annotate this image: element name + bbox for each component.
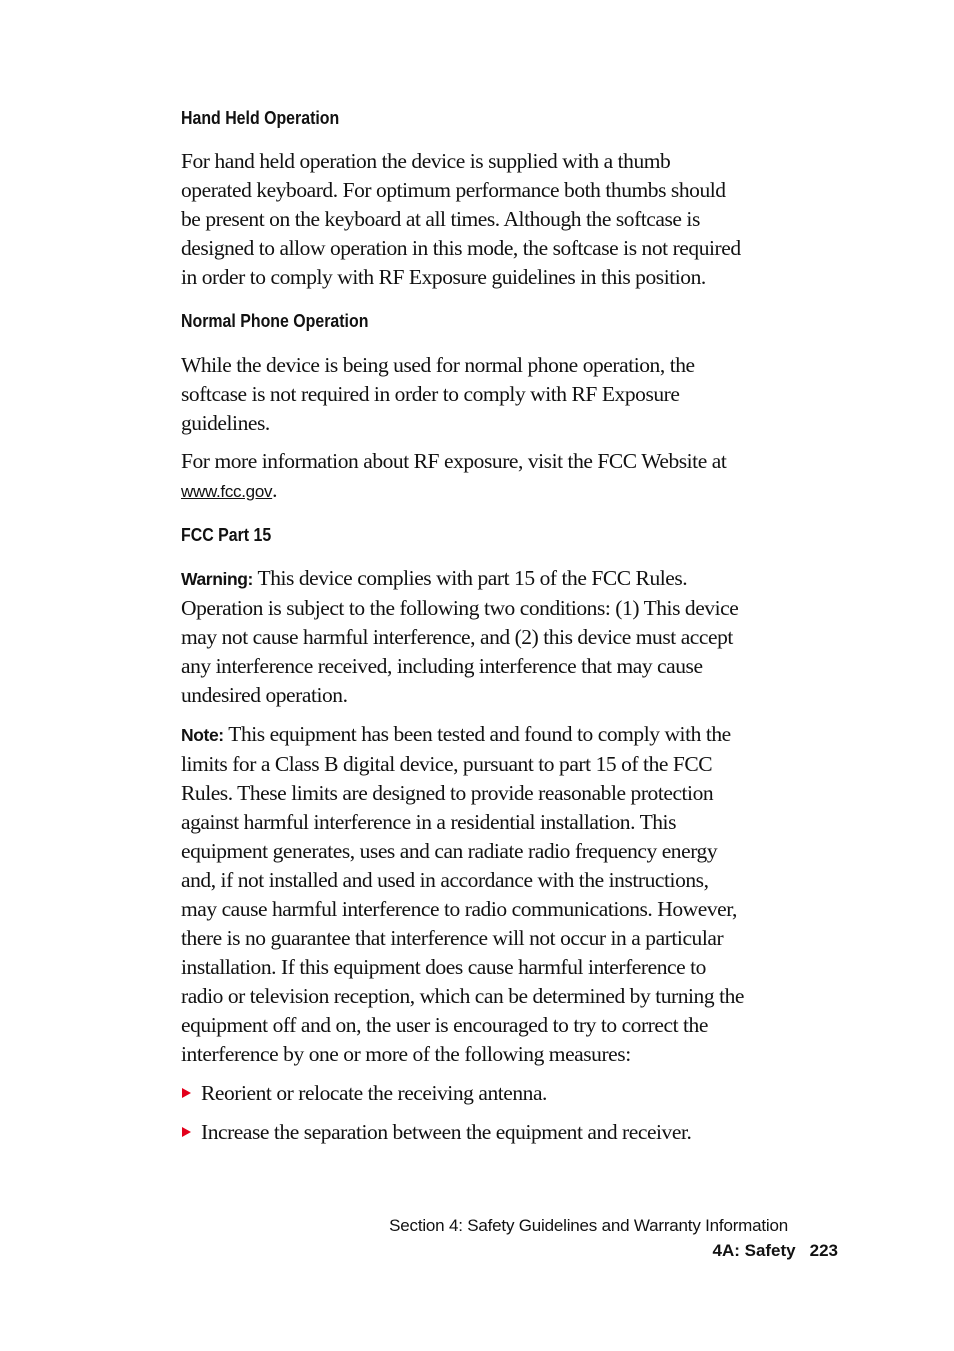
footer-section-title: Section 4: Safety Guidelines and Warranty Information bbox=[389, 1216, 788, 1235]
bullet-text: Increase the separation between the equipment and receiver. bbox=[201, 1120, 692, 1144]
list-item bbox=[181, 1118, 747, 1147]
triangle-right-icon bbox=[182, 1088, 191, 1098]
page-footer bbox=[389, 1214, 838, 1264]
page-number: 223 bbox=[809, 1241, 838, 1260]
paragraph-warning bbox=[181, 564, 747, 710]
link-suffix: . bbox=[272, 478, 278, 502]
note-label: Note: bbox=[181, 725, 224, 745]
paragraph-note bbox=[181, 720, 747, 1069]
footer-chapter: 4A: Safety bbox=[712, 1241, 796, 1260]
triangle-right-icon bbox=[182, 1127, 191, 1137]
heading-fcc-part-15: FCC Part 15 bbox=[181, 524, 272, 545]
paragraph-normal-phone: While the device is being used for normal phone operation, the softcase is not required in order to comply with RF Exposure guidelines. bbox=[181, 353, 695, 435]
footer-chapter-line bbox=[389, 1238, 838, 1264]
measures-list bbox=[181, 1079, 747, 1147]
list-item bbox=[181, 1079, 747, 1108]
paragraph-hand-held: For hand held operation the device is supplied with a thumb operated keyboard. For optimum performance both thumbs should be present on the keyboard at all times. Although the softcase is designed to allow operation in this mode, the softcase is not required in order to comply with RF Exposure guidelines in this position. bbox=[181, 149, 741, 289]
warning-label: Warning: bbox=[181, 569, 253, 589]
heading-normal-phone-operation: Normal Phone Operation bbox=[181, 310, 369, 331]
bullet-text: Reorient or relocate the receiving antenna. bbox=[201, 1081, 547, 1105]
more-info-text: For more information about RF exposure, visit the FCC Website at bbox=[181, 449, 727, 473]
note-text: This equipment has been tested and found to comply with the limits for a Class B digital device, pursuant to part 15 of the FCC Rules. These limits are designed to provide reasonable protection against harmful interference in a residential installation. This equipment generates, uses and can radiate radio frequency energy and, if not installed and used in accordance with the instructions, may cause harmful interference to radio communications. However, there is no guarantee that interference will not occur in a particular installation. If this equipment does cause harmful interference to radio or television reception, which can be determined by turning the equipment off and on, the user is encouraged to try to correct the interference by one or more of the following measures: bbox=[181, 722, 744, 1066]
page-content bbox=[181, 104, 747, 1147]
paragraph-more-info bbox=[181, 447, 747, 506]
heading-hand-held-operation: Hand Held Operation bbox=[181, 107, 340, 128]
warning-text: This device complies with part 15 of the FCC Rules. Operation is subject to the following two conditions: (1) This device may not cause harmful interference, and (2) this device must accept any interference received, including interference that may cause undesired operation. bbox=[181, 566, 739, 707]
fcc-website-link[interactable]: www.fcc.gov bbox=[181, 482, 273, 501]
